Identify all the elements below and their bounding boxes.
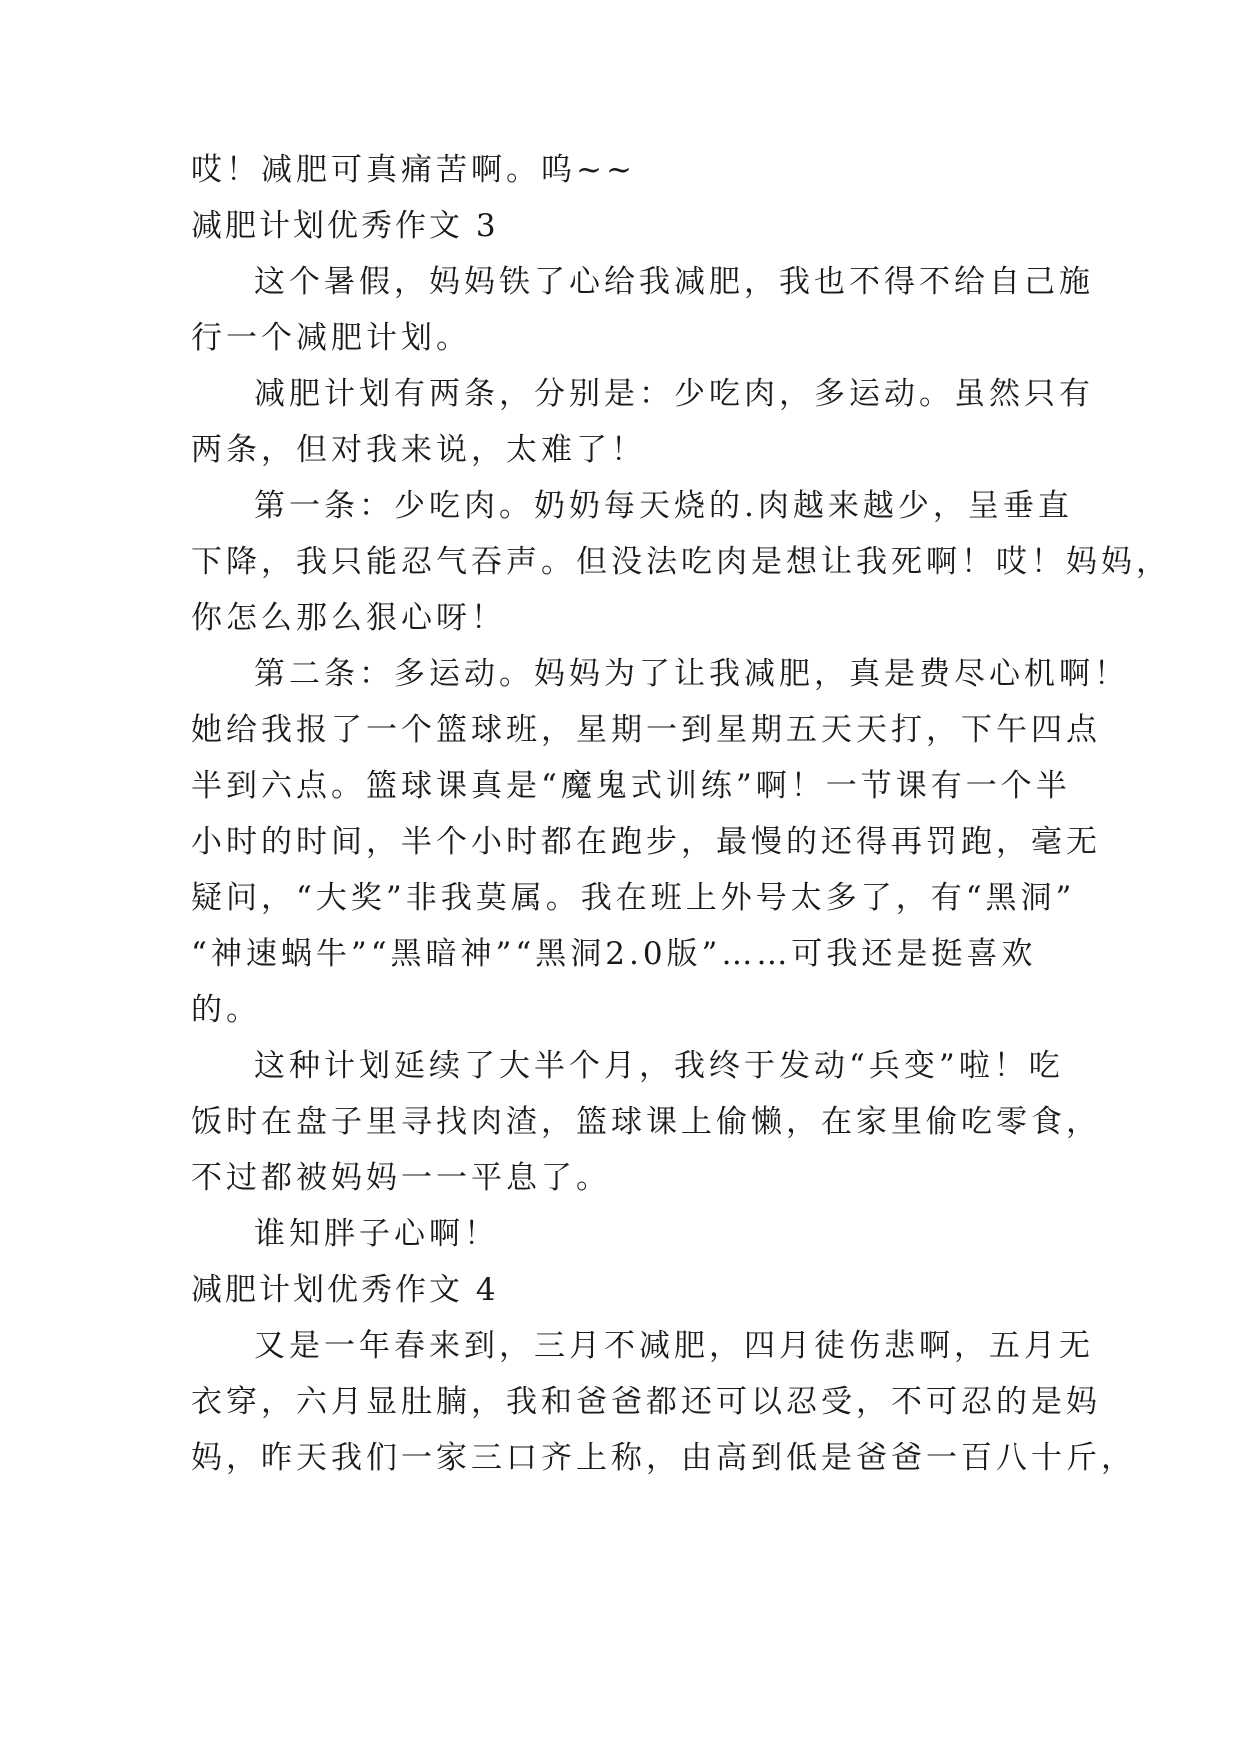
paragraph-line: 你怎么那么狠心呀！ <box>191 600 506 636</box>
paragraph-line: 衣穿，六月显肚腩，我和爸爸都还可以忍受，不可忍的是妈 <box>191 1384 1101 1420</box>
paragraph-line: 第一条：少吃肉。奶奶每天烧的.肉越来越少，呈垂直 <box>254 488 1073 524</box>
paragraph-line: 饭时在盘子里寻找肉渣，篮球课上偷懒，在家里偷吃零食， <box>191 1104 1101 1140</box>
paragraph-line: 妈，昨天我们一家三口齐上称，由高到低是爸爸一百八十斤， <box>191 1440 1136 1476</box>
paragraph-line: 她给我报了一个篮球班，星期一到星期五天天打，下午四点 <box>191 712 1101 748</box>
paragraph-line: 小时的时间，半个小时都在跑步，最慢的还得再罚跑，毫无 <box>191 824 1101 860</box>
paragraph-line: 两条，但对我来说，太难了！ <box>191 432 646 468</box>
section-heading-3: 减肥计划优秀作文 3 <box>191 208 499 244</box>
paragraph-line: 不过都被妈妈一一平息了。 <box>191 1160 611 1196</box>
paragraph-line: 半到六点。篮球课真是“魔鬼式训练”啊！一节课有一个半 <box>191 768 1071 804</box>
paragraph-line: 行一个减肥计划。 <box>191 320 471 356</box>
paragraph-line: 疑问，“大奖”非我莫属。我在班上外号太多了，有“黑洞” <box>191 880 1076 916</box>
paragraph-line: 第二条：多运动。妈妈为了让我减肥，真是费尽心机啊！ <box>254 656 1129 692</box>
paragraph-line: “神速蜗牛”“黑暗神”“黑洞2.0版”……可我还是挺喜欢 <box>191 936 1037 972</box>
paragraph-line: 减肥计划有两条，分别是：少吃肉，多运动。虽然只有 <box>254 376 1094 412</box>
paragraph-line: 哎！减肥可真痛苦啊。呜~~ <box>191 152 636 188</box>
section-heading-4: 减肥计划优秀作文 4 <box>191 1272 499 1308</box>
paragraph-line: 下降，我只能忍气吞声。但没法吃肉是想让我死啊！哎！妈妈， <box>191 544 1171 580</box>
paragraph-line: 这种计划延续了大半个月，我终于发动“兵变”啦！吃 <box>254 1048 1064 1084</box>
paragraph-line: 谁知胖子心啊！ <box>254 1216 499 1252</box>
paragraph-line: 的。 <box>191 992 261 1028</box>
paragraph-line: 又是一年春来到，三月不减肥，四月徒伤悲啊，五月无 <box>254 1328 1094 1364</box>
paragraph-line: 这个暑假，妈妈铁了心给我减肥，我也不得不给自己施 <box>254 264 1094 300</box>
